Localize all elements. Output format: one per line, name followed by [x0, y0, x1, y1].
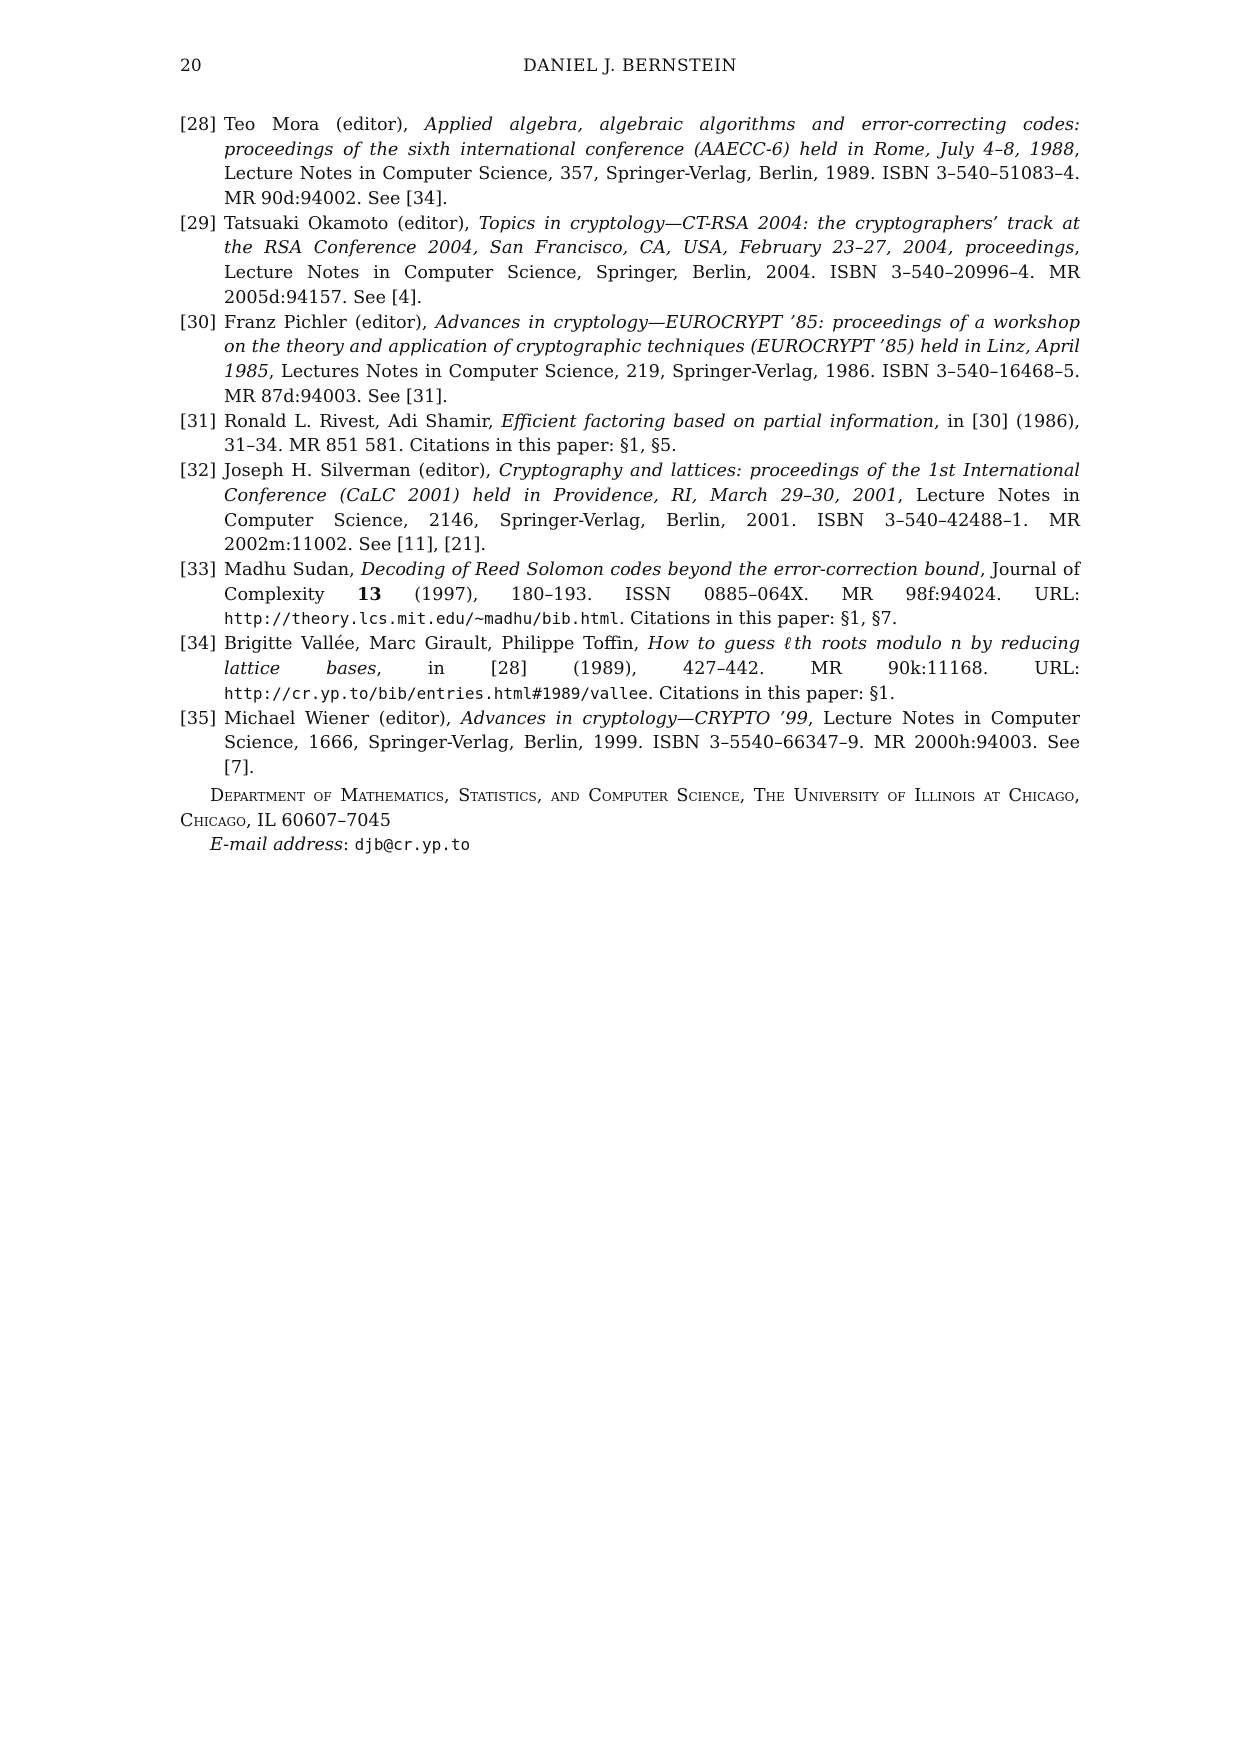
reference-entry — [180, 632, 1080, 706]
reference-entry — [180, 459, 1080, 557]
reference-title: Advances in cryptology—EUROCRYPT ’85: proceedings of a workshop on the theory and application of cryptographic techniques (EUROCRYPT ’85) held in Linz, April 1985 — [224, 312, 1080, 382]
reference-text: . Citations in this paper: §1. — [647, 683, 896, 704]
reference-text: Brigitte Vallée, Marc Girault, Philippe Toffin, — [224, 634, 648, 655]
reference-text: Teo Mora (editor), — [224, 115, 425, 135]
email-label: E-mail address — [210, 835, 344, 856]
reference-title: Applied algebra, algebraic algorithms and error-correcting codes: proceedings of the sixth international conference (AAECC-6) held in Rome, July 4–8, 1988 — [224, 115, 1080, 160]
reference-label: [30] — [180, 312, 217, 333]
reference-label: [32] — [180, 461, 217, 482]
reference-title: Cryptography and lattices: proceedings of the 1st International Conference (CaLC 2001) held in Providence, RI, March 29–30, 2001 — [224, 461, 1080, 506]
reference-title: How to guess ℓth roots modulo n by reducing lattice bases — [224, 634, 1080, 680]
reference-text: Franz Pichler (editor), — [224, 312, 436, 333]
reference-title: Efficient factoring based on partial information — [501, 411, 934, 432]
reference-entry — [180, 558, 1080, 632]
reference-url[interactable]: http://cr.yp.to/bib/entries.html#1989/vallee — [224, 683, 648, 703]
author-address — [180, 784, 1080, 858]
reference-text: Tatsuaki Okamoto (editor), — [224, 213, 479, 234]
reference-text: Madhu Sudan, — [224, 560, 361, 581]
email-address[interactable]: djb@cr.yp.to — [354, 835, 471, 855]
reference-text: , Lecture Notes in Computer Science, 1666, Springer-Verlag, Berlin, 1999. ISBN 3–5540–66347–9. MR 2000h:94003. See [7]. — [224, 708, 1080, 778]
reference-title: Decoding of Reed Solomon codes beyond the error-correction bound — [360, 560, 981, 581]
volume-number: 13 — [357, 583, 382, 605]
reference-text: , Journal of Complexity — [224, 560, 1081, 605]
reference-label: [34] — [180, 634, 217, 655]
reference-text: Joseph H. Silverman (editor), — [224, 461, 499, 482]
reference-url[interactable]: http://theory.lcs.mit.edu/~madhu/bib.html — [224, 609, 619, 629]
reference-text: , Lecture Notes in Computer Science, 2146, Springer-Verlag, Berlin, 2001. ISBN 3–540–42488–1. MR 2002m:11002. See [11], [21]. — [224, 485, 1080, 556]
reference-label: [28] — [180, 115, 217, 135]
email-line — [180, 833, 1080, 858]
reference-title: Topics in cryptology—CT-RSA 2004: the cryptographers’ track at the RSA Conference 2004, San Francisco, CA, USA, February 23–27, 2004, proceedings — [224, 213, 1080, 259]
reference-list — [180, 113, 1080, 781]
email-separator: : — [343, 835, 355, 856]
reference-text: . Citations in this paper: §1, §7. — [618, 609, 898, 630]
reference-text: , in [30] (1986), 31–34. MR 851 581. Citations in this paper: §1, §5. — [224, 411, 1080, 457]
affiliation: Department of Mathematics, Statistics, and Computer Science, The University of Illinois at Chicago, Chicago, IL 60607–7045 — [180, 786, 1080, 831]
reference-label: [31] — [180, 411, 217, 432]
reference-title: Advances in cryptology—CRYPTO ’99 — [461, 708, 808, 729]
running-head: DANIEL J. BERNSTEIN — [523, 56, 737, 76]
reference-text: Ronald L. Rivest, Adi Shamir, — [224, 411, 502, 432]
reference-entry — [180, 212, 1080, 310]
reference-label: [29] — [180, 213, 217, 234]
reference-entry — [180, 707, 1080, 781]
reference-text: , Lecture Notes in Computer Science, Springer, Berlin, 2004. ISBN 3–540–20996–4. MR 2005d:94157. See [4]. — [224, 238, 1080, 308]
reference-label: [35] — [180, 708, 217, 729]
reference-text: , in [28] (1989), 427–442. MR 90k:11168. URL: — [376, 659, 1080, 680]
reference-label: [33] — [180, 560, 217, 581]
reference-entry — [180, 113, 1080, 211]
reference-text: , Lecture Notes in Computer Science, 357, Springer-Verlag, Berlin, 1989. ISBN 3–540–51083–4. MR 90d:94002. See [34]. — [224, 139, 1080, 209]
reference-entry — [180, 311, 1080, 409]
reference-text: Michael Wiener (editor), — [224, 708, 462, 729]
page-number: 20 — [180, 56, 202, 76]
page-header — [180, 56, 1080, 86]
reference-entry — [180, 410, 1080, 459]
reference-text: (1997), 180–193. ISSN 0885–064X. MR 98f:94024. URL: — [381, 584, 1080, 605]
reference-text: , Lectures Notes in Computer Science, 219, Springer-Verlag, 1986. ISBN 3–540–16468–5. MR 87d:94003. See [31]. — [224, 361, 1080, 407]
